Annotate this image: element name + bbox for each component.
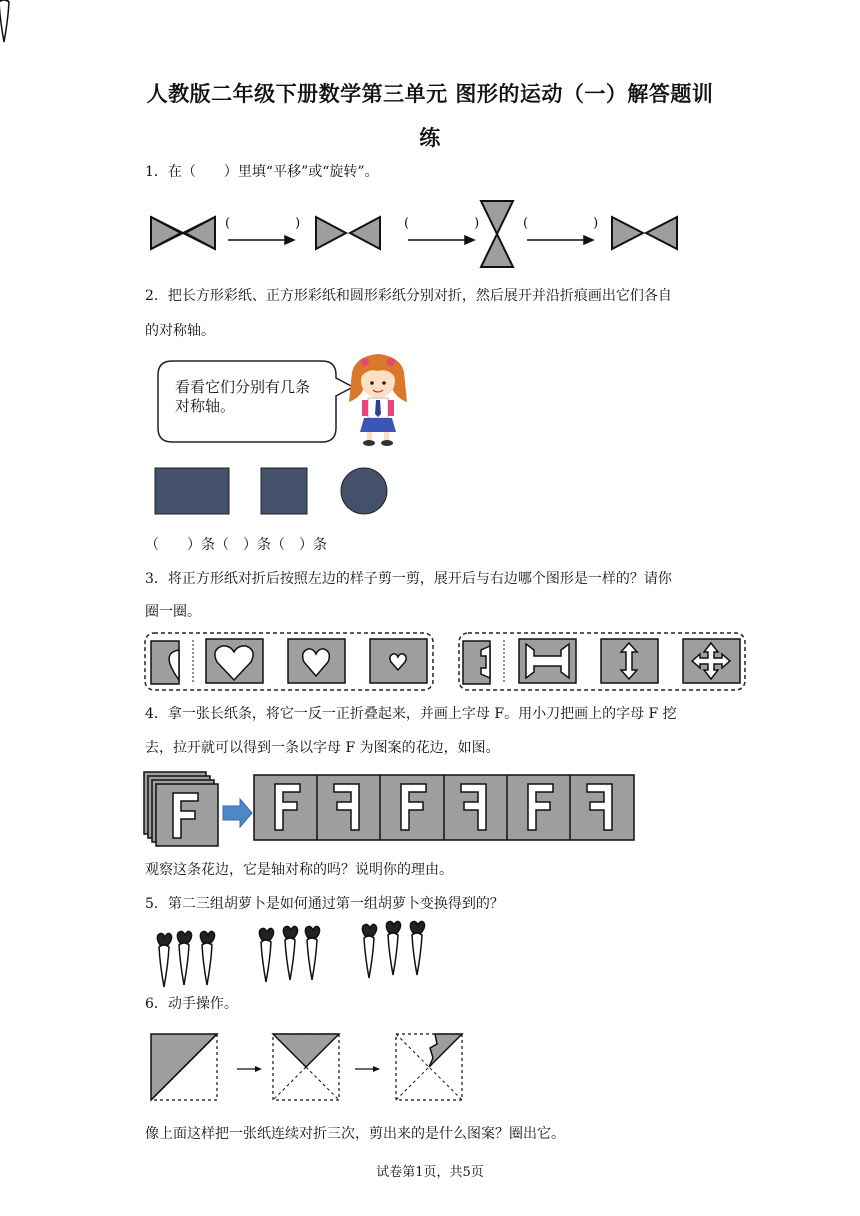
question-2-text: 2．把长方形彩纸、正方形彩纸和圆形彩纸分别对折，然后展开并沿折痕画出它们各自 [145,288,672,304]
page-title-continued: 练 [419,126,441,150]
answer-blank-1[interactable]: ( ) [225,216,301,231]
question-5-text: 5．第二三组胡萝卜是如何通过第一组胡萝卜变换得到的？ [145,896,504,912]
question-2-answer-line[interactable]: （ ）条（ ）条（ ）条 [145,537,327,553]
question-6-text: 6．动手操作。 [145,996,238,1012]
answer-blank-3[interactable]: ( ) [523,216,599,231]
page-footer: 试卷第1页，共5页 [376,1165,484,1180]
question-6-prompt: 像上面这样把一张纸连续对折三次，剪出来的是什么图案？圈出它。 [145,1126,565,1142]
bubble-text-line1: 看看它们分别有几条 [175,378,311,396]
page-title: 人教版二年级下册数学第三单元 图形的运动（一）解答题训 [146,82,714,106]
question-2-text-continued: 的对称轴。 [145,323,215,339]
bubble-text-line2: 对称轴。 [175,397,236,415]
question-1-text: 1．在（ ）里填“平移”或“旋转”。 [145,164,379,180]
answer-blank-2[interactable]: ( ) [404,216,480,231]
question-4-prompt: 观察这条花边，它是轴对称的吗？说明你的理由。 [145,862,453,878]
question-4-text: 4．拿一张长纸条，将它一反一正折叠起来，并画上字母 F。用小刀把画上的字母 F 挖 [145,706,677,722]
question-3-text: 3．将正方形纸对折后按照左边的样子剪一剪，展开后与右边哪个图形是一样的？请你 [145,571,672,587]
question-3-text-continued: 圈一圈。 [145,604,201,620]
question-4-text-continued: 去，拉开就可以得到一条以字母 F 为图案的花边，如图。 [145,740,500,756]
